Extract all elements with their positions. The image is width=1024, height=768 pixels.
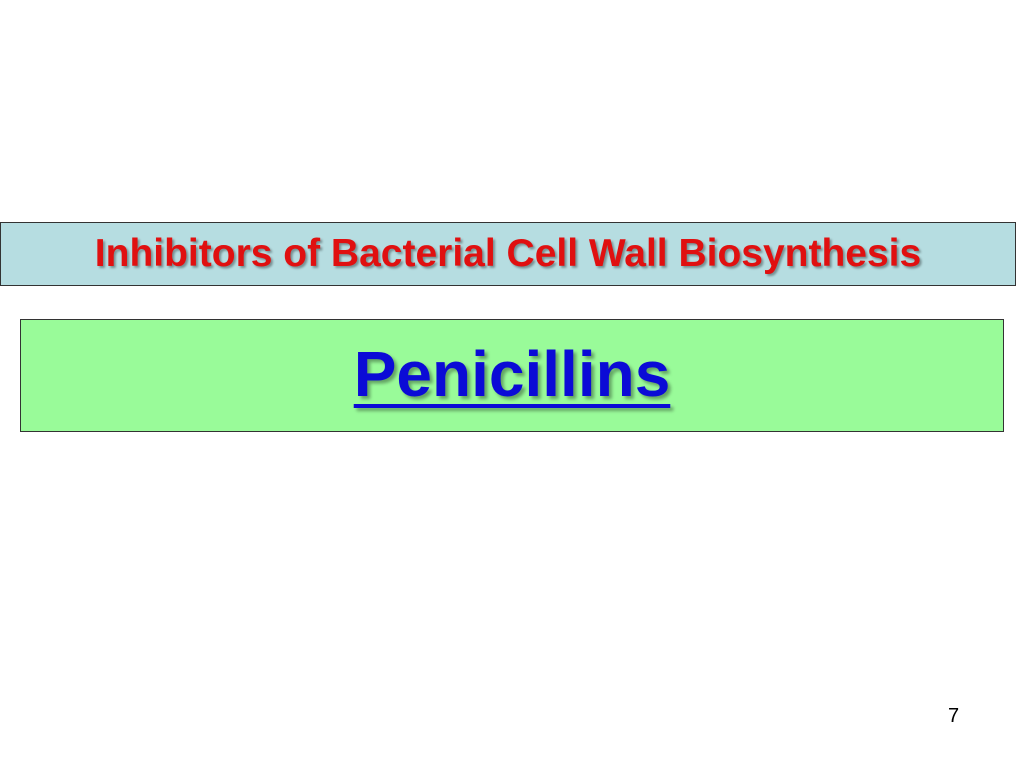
penicillins-link[interactable]: Penicillins (353, 338, 671, 410)
title-banner (0, 222, 1016, 286)
subtitle-banner (20, 319, 1004, 432)
page-number: 7 (948, 705, 960, 727)
slide-title: Inhibitors of Bacterial Cell Wall Biosynthesis (94, 232, 922, 275)
